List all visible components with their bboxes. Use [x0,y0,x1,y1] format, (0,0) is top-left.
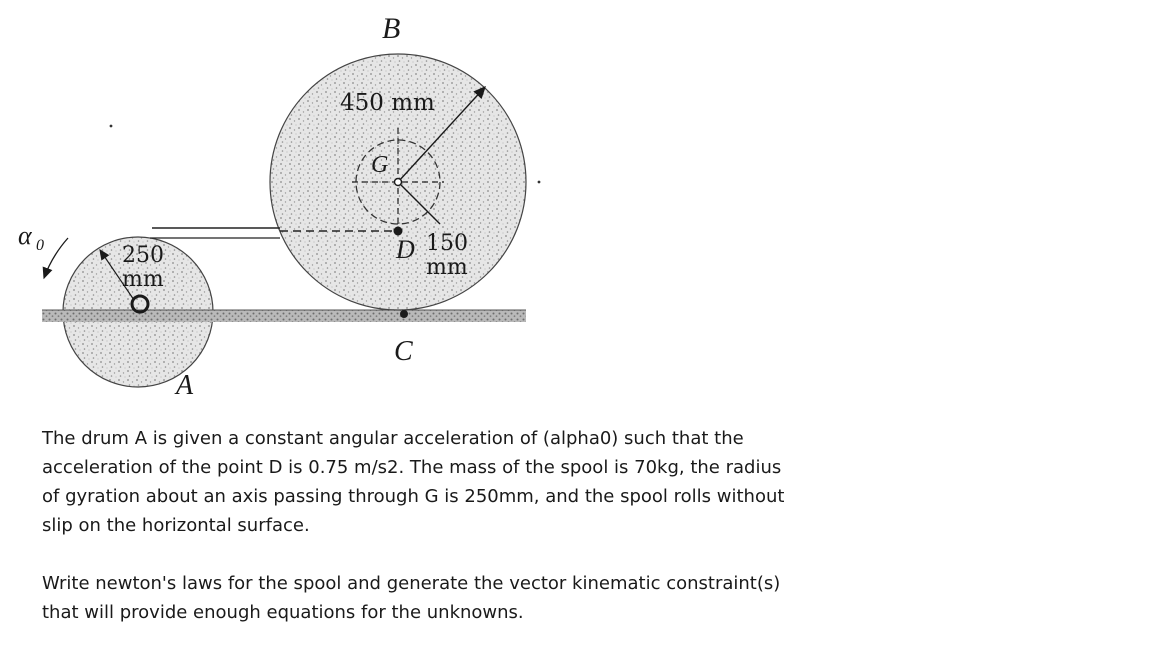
label-radius-inner: 150 [426,231,468,256]
problem-paragraph-1: The drum A is given a constant angular acceleration of (alpha0) such that the acceleration of the point D is 0.75 m/s2. The mass of the spool is 70kg, the radius of gyration about an axis passing through G is 250mm, and the spool rolls without slip on the horizontal surface. [42,428,785,536]
label-d: D [396,235,415,264]
label-b: B [382,12,401,45]
ground-surface [42,310,526,322]
label-g: G [371,152,389,178]
label-alpha: α [18,221,32,250]
label-radius-inner-unit: mm [426,255,468,280]
label-a: A [176,370,194,401]
point-c-dot [400,310,408,318]
stray-dot-2 [538,181,541,184]
point-g-dot [395,179,402,186]
label-alpha-subscript: 0 [36,237,44,254]
label-drum-radius: 250 [122,243,164,268]
label-c: C [394,336,413,367]
alpha-arrow [44,238,68,278]
problem-paragraph-2: Write newton's laws for the spool and generate the vector kinematic constraint(s) that will provide enough equations for the unknowns. [42,573,781,623]
problem-statement [42,424,802,627]
label-drum-radius-unit: mm [122,267,164,292]
label-radius-outer: 450 mm [340,90,435,116]
stray-dot-1 [110,125,113,128]
